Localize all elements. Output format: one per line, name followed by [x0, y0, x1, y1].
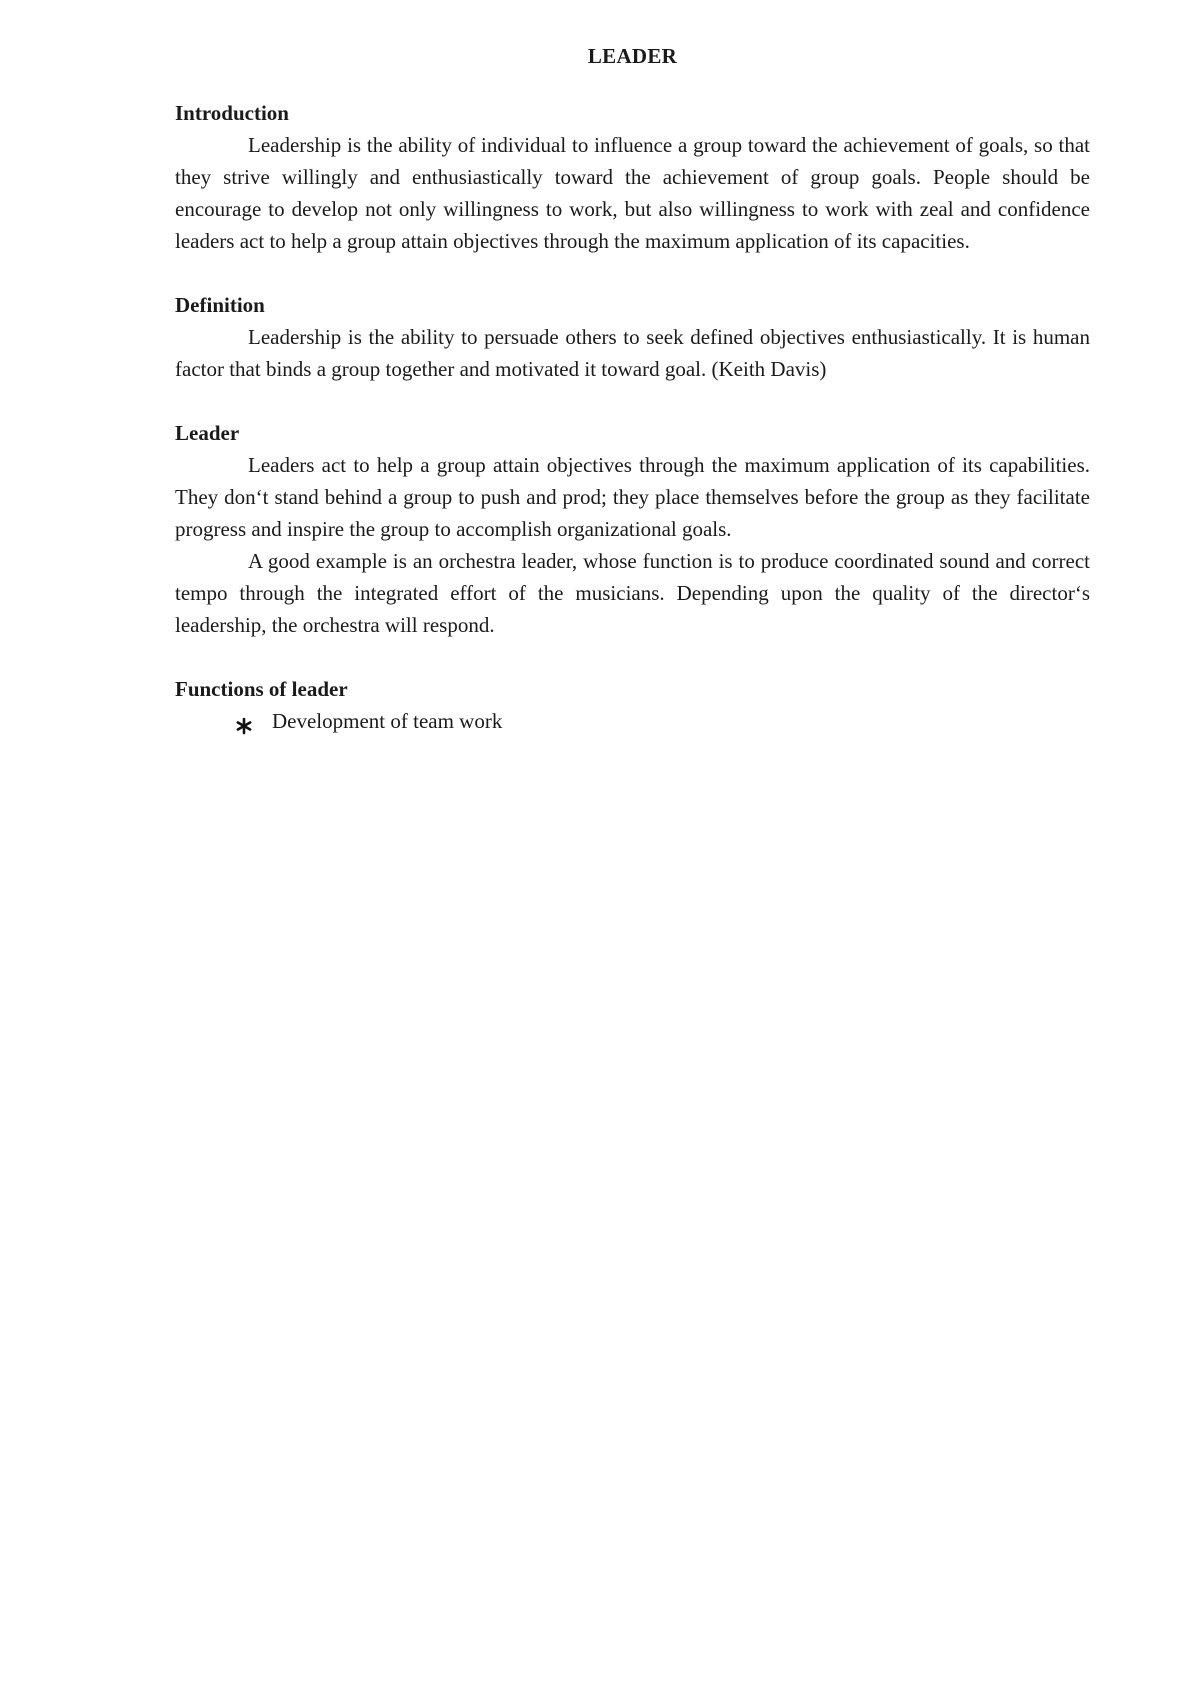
- list-item-label: Development of team work: [272, 709, 503, 733]
- star-bullet-icon: [235, 712, 253, 730]
- leader-section: [175, 417, 1090, 641]
- functions-heading: Functions of leader: [175, 677, 348, 701]
- leader-paragraph: Leaders act to help a group attain objectives through the maximum application of its capabilities. They don‘t stand behind a group to push and prod; they place themselves before the group as they facilitate progress and inspire the group to accomplish organizational goals.: [175, 453, 1090, 541]
- definition-heading: Definition: [175, 293, 265, 317]
- leader-paragraph: A good example is an orchestra leader, whose function is to produce coordinated sound and correct tempo through the integrated effort of the musicians. Depending upon the quality of the director‘s leadership, the orchestra will respond.: [175, 549, 1090, 637]
- introduction-paragraph: Leadership is the ability of individual to influence a group toward the achievement of goals, so that they strive willingly and enthusiastically toward the achievement of group goals. People should be encourage to develop not only willingness to work, but also willingness to work with zeal and confidence leaders act to help a group attain objectives through the maximum application of its capacities.: [175, 133, 1090, 253]
- introduction-section: [175, 97, 1090, 257]
- functions-section: [175, 673, 1090, 737]
- leader-heading: Leader: [175, 421, 240, 445]
- functions-list: [175, 705, 1090, 737]
- document-page: [175, 40, 1090, 769]
- list-item: [175, 705, 1090, 737]
- definition-section: [175, 289, 1090, 385]
- document-title: LEADER: [587, 44, 678, 68]
- introduction-heading: Introduction: [175, 101, 289, 125]
- definition-paragraph: Leadership is the ability to persuade others to seek defined objectives enthusiastically. It is human factor that binds a group together and motivated it toward goal. (Keith Davis): [175, 325, 1090, 381]
